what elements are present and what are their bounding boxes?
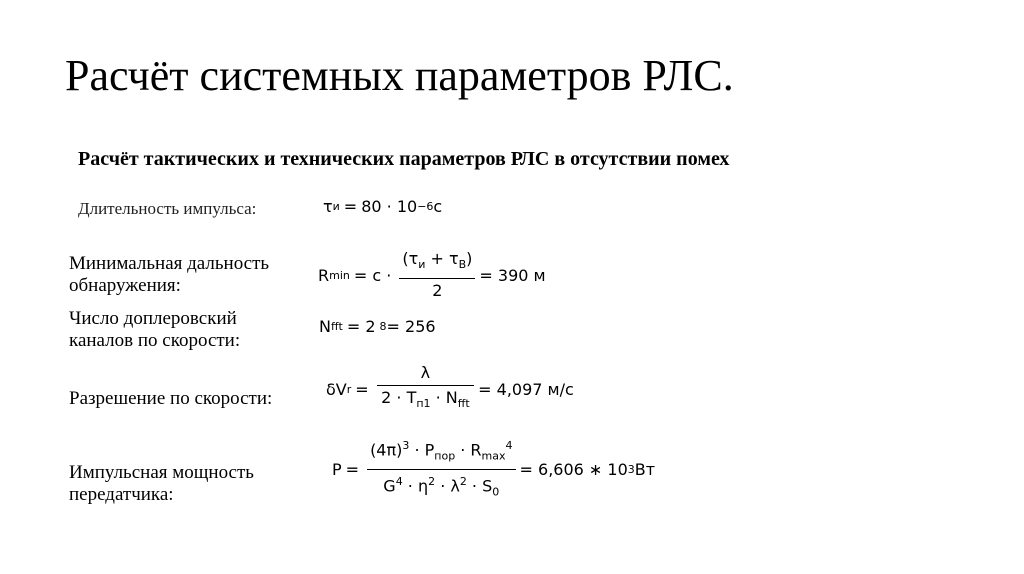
min-range-fraction: $\frac{(\tau_и + \tau_В)}{2}$ <box>399 249 475 300</box>
pulse-duration-label: Длительность импульса: <box>78 199 257 218</box>
pulse-power-formula: P = $\frac{(4\pi)^3 \cdot P_{пор} \cdot R_{max}^4}{G^4 \cdot \eta^2 \cdot \lambda^2 \cdot S_0}$ = 6,606 ∗ 10 3 Вт <box>332 442 655 496</box>
doppler-channels-label: Число доплеровский каналов по скорости: <box>69 308 241 351</box>
min-range-formula: R min = c · $\frac{(\tau_и + \tau_В)}{2}$ = 390 м <box>318 249 546 300</box>
min-range-label: Минимальная дальность обнаружения: <box>69 253 270 296</box>
slide-title: Расчёт системных параметров РЛС. <box>65 51 734 100</box>
velocity-resolution-label: Разрешение по скорости: <box>69 388 273 409</box>
pulse-duration-formula: τ и = 80 · 10 −6 c <box>323 196 443 216</box>
slide-subtitle: Расчёт тактических и технических параметров РЛС в отсутствии помех <box>78 148 730 170</box>
doppler-channels-formula: N fft = 2 8 = 256 <box>319 316 436 336</box>
pulse-power-label: Импульсная мощность передатчика: <box>69 462 254 505</box>
pulse-power-fraction: $\frac{(4\pi)^3 \cdot P_{пор} \cdot R_{max}^4}{G^4 \cdot \eta^2 \cdot \lambda^2 \cdot S_0}$ <box>367 436 515 502</box>
velocity-resolution-formula: δV r = $\frac{\lambda}{2 \cdot T_{п1} \cdot N_{fft}}$ = 4,097 м/с <box>326 364 574 414</box>
velocity-resolution-fraction: $\frac{\lambda}{2 \cdot T_{п1} \cdot N_{fft}}$ <box>377 363 474 414</box>
